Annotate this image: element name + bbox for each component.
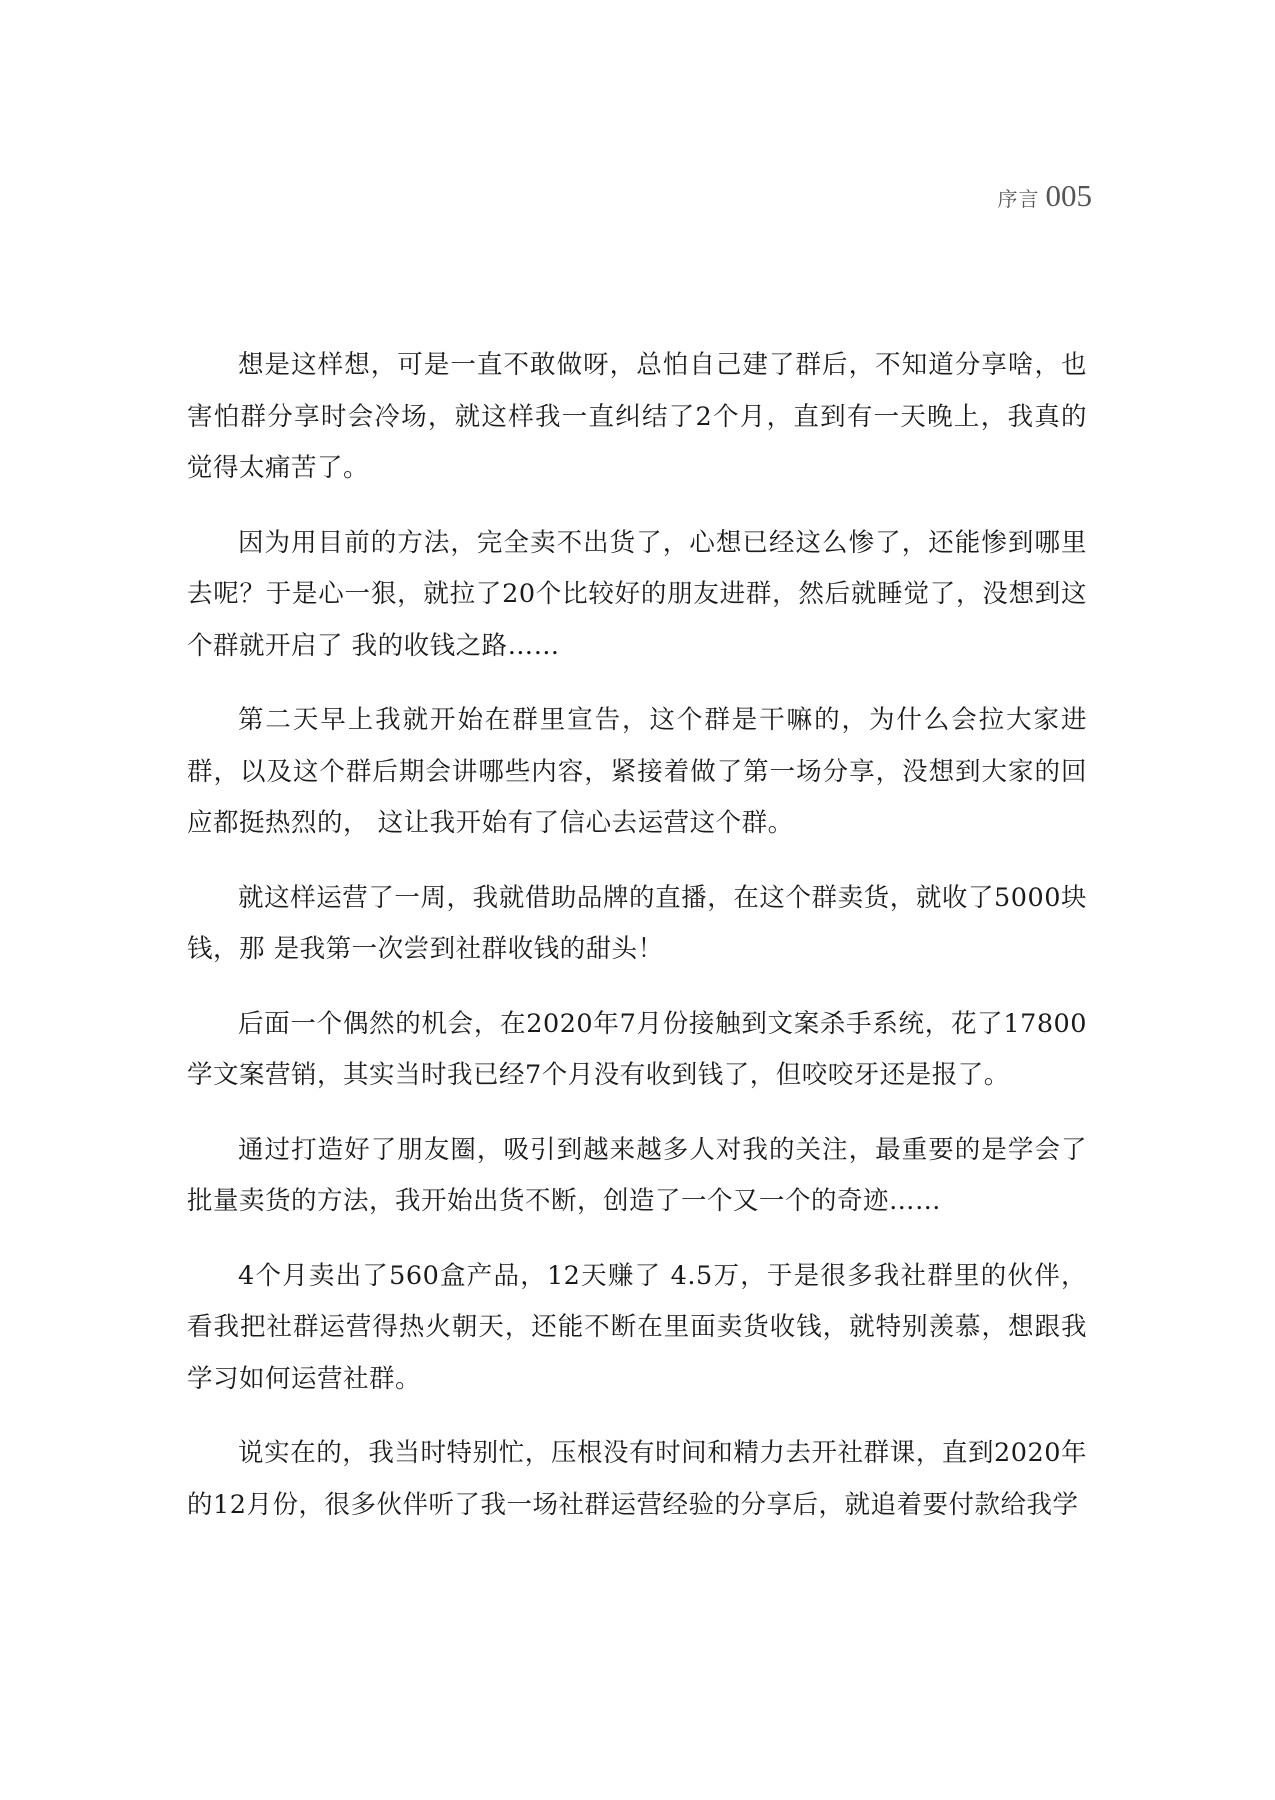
paragraph: 通过打造好了朋友圈，吸引到越来越多人对我的关注，最重要的是学会了批量卖货的方法，我开始出货不断，创造了一个又一个的奇迹…… bbox=[187, 1134, 1087, 1216]
paragraph: 想是这样想，可是一直不敢做呀，总怕自己建了群后，不知道分享啥，也害怕群分享时会冷场，就这样我一直纠结了2个月，直到有一天晚上，我真的觉得太痛苦了。 bbox=[187, 350, 1087, 483]
paragraph: 因为用目前的方法，完全卖不出货了，心想已经这么惨了，还能惨到哪里去呢？于是心一狠，就拉了20个比较好的朋友进群，然后就睡觉了，没想到这个群就开启了 我的收钱之路…… bbox=[187, 527, 1087, 661]
paragraph: 说实在的，我当时特别忙，压根没有时间和精力去开社群课，直到2020年的12月份，很多伙伴听了我一场社群运营经验的分享后，就追着要付款给我学 bbox=[187, 1438, 1087, 1520]
paragraph: 第二天早上我就开始在群里宣告，这个群是干嘛的，为什么会拉大家进群，以及这个群后期会讲哪些内容，紧接着做了第一场分享，没想到大家的回应都挺热烈的， 这让我开始有了信心去运营这个群。 bbox=[187, 705, 1087, 838]
paragraph: 就这样运营了一周，我就借助品牌的直播，在这个群卖货，就收了5000块钱，那 是我第一次尝到社群收钱的甜头！ bbox=[187, 882, 1087, 964]
section-title: 序言 bbox=[997, 187, 1040, 211]
paragraph: 后面一个偶然的机会，在2020年7月份接触到文案杀手系统，花了17800学文案营销，其实当时我已经7个月没有收到钱了，但咬咬牙还是报了。 bbox=[187, 1008, 1087, 1090]
paragraph: 4个月卖出了560盒产品，12天赚了 4.5万，于是很多我社群里的伙伴，看我把社群运营得热火朝天，还能不断在里面卖货收钱，就特别羡慕，想跟我学习如何运营社群。 bbox=[187, 1260, 1087, 1394]
body-text bbox=[187, 340, 1087, 1554]
page-number: 005 bbox=[1045, 178, 1092, 213]
running-header bbox=[998, 178, 1093, 214]
